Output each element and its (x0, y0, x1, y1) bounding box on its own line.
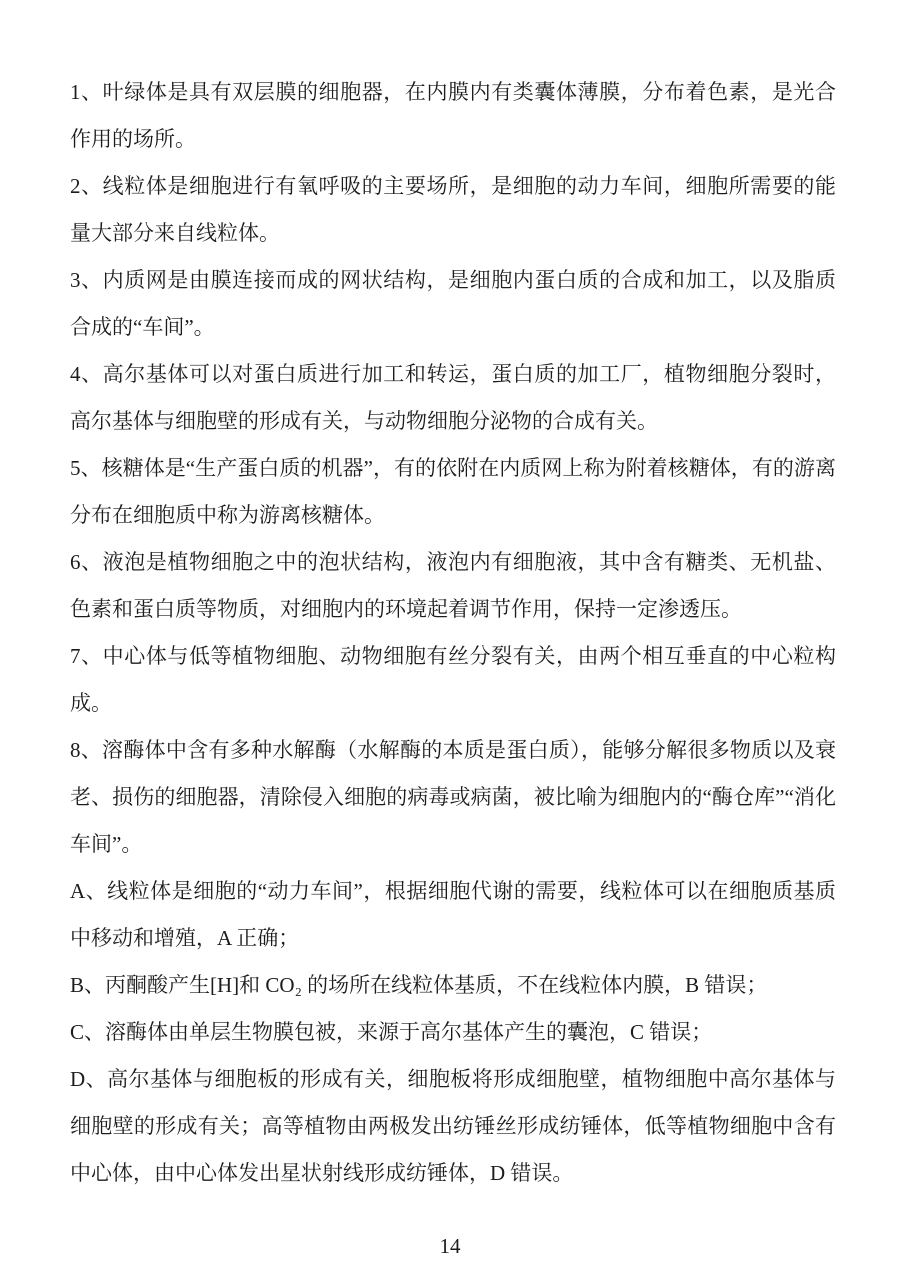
paragraph-note-2: 2、线粒体是细胞进行有氧呼吸的主要场所，是细胞的动力车间，细胞所需要的能量大部分来自线粒体。 (70, 174, 836, 245)
paragraph-answer-c: C、溶酶体由单层生物膜包被，来源于高尔基体产生的囊泡，C 错误； (70, 1020, 713, 1044)
paragraph-note-7: 7、中心体与低等植物细胞、动物细胞有丝分裂有关，由两个相互垂直的中心粒构成。 (70, 644, 836, 715)
paragraph-note-8: 8、溶酶体中含有多种水解酶（水解酶的本质是蛋白质），能够分解很多物质以及衰老、损伤的细胞器，清除侵入细胞的病毒或病菌，被比喻为细胞内的“酶仓库”“消化车间”。 (70, 738, 836, 856)
paragraph-answer-a: A、线粒体是细胞的“动力车间”，根据细胞代谢的需要，线粒体可以在细胞质基质中移动和增殖，A 正确； (70, 879, 836, 950)
paragraph-note-3: 3、内质网是由膜连接而成的网状结构，是细胞内蛋白质的合成和加工，以及脂质合成的“车间”。 (70, 268, 836, 339)
paragraph-note-1: 1、叶绿体是具有双层膜的细胞器，在内膜内有类囊体薄膜，分布着色素，是光合作用的场所。 (70, 80, 836, 151)
paragraph-note-5: 5、核糖体是“生产蛋白质的机器”，有的依附在内质网上称为附着核糖体，有的游离分布在细胞质中称为游离核糖体。 (70, 456, 836, 527)
paragraph-answer-d: D、高尔基体与细胞板的形成有关，细胞板将形成细胞壁，植物细胞中高尔基体与细胞壁的形成有关；高等植物由两极发出纺锤丝形成纺锤体，低等植物细胞中含有中心体，由中心体发出星状射线形成纺锤体，D 错误。 (70, 1067, 836, 1185)
paragraph-note-4: 4、高尔基体可以对蛋白质进行加工和转运，蛋白质的加工厂，植物细胞分裂时，高尔基体与细胞壁的形成有关，与动物细胞分泌物的合成有关。 (70, 362, 836, 433)
page-number: 14 (439, 1234, 461, 1258)
document-body (70, 69, 836, 1197)
paragraph-note-6: 6、液泡是植物细胞之中的泡状结构，液泡内有细胞液，其中含有糖类、无机盐、色素和蛋白质等物质，对细胞内的环境起着调节作用，保持一定渗透压。 (70, 550, 836, 621)
paragraph-answer-b: B、丙酮酸产生[H]和 CO₂ 的场所在线粒体基质，不在线粒体内膜，B 错误； (70, 973, 768, 997)
